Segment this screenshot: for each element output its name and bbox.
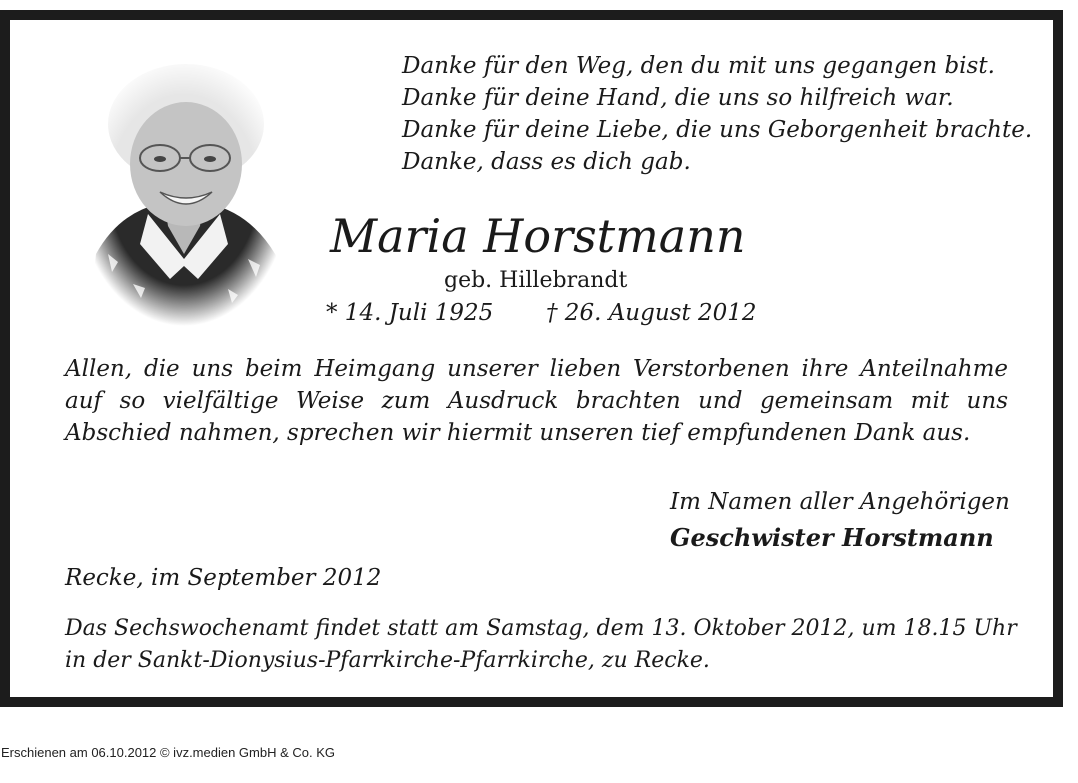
- publication-footer: Erschienen am 06.10.2012 © ivz.medien GmbH & Co. KG: [1, 745, 336, 760]
- maiden-name: geb. Hillebrandt: [444, 268, 628, 293]
- poem-line: Danke für den Weg, den du mit uns gegangen bist.: [402, 53, 995, 79]
- mass-line: Das Sechswochenamt findet statt am Samstag, dem 13. Oktober 2012, um 18.15 Uhr: [65, 616, 1017, 641]
- place-and-date: Recke, im September 2012: [65, 565, 382, 591]
- portrait-photo: [78, 54, 290, 326]
- poem-line: Danke für deine Liebe, die uns Geborgenheit brachte.: [402, 117, 1033, 143]
- birth-date: * 14. Juli 1925: [326, 300, 494, 326]
- poem-line: Danke für deine Hand, die uns so hilfreich war.: [402, 85, 954, 111]
- poem: [402, 50, 1032, 178]
- poem-line: Danke, dass es dich gab.: [402, 149, 691, 175]
- deceased-name: Maria Horstmann: [330, 209, 746, 263]
- obituary-notice: [0, 10, 1063, 707]
- mass-line: in der Sankt-Dionysius-Pfarrkirche-Pfarrkirche, zu Recke.: [65, 648, 710, 673]
- thanks-paragraph: Allen, die uns beim Heimgang unserer lieben Verstorbenen ihre Anteilnahme auf so vielfältige Weise zum Ausdruck brachten und gemeinsam mit uns Abschied nahmen, sprechen wir hiermit unseren tief empfundenen Dank aus.: [65, 356, 1008, 446]
- on-behalf-line: Im Namen aller Angehörigen: [670, 489, 1010, 515]
- death-date: † 26. August 2012: [546, 300, 757, 326]
- memorial-mass-info: [65, 613, 1025, 677]
- signature: Geschwister Horstmann: [670, 523, 994, 552]
